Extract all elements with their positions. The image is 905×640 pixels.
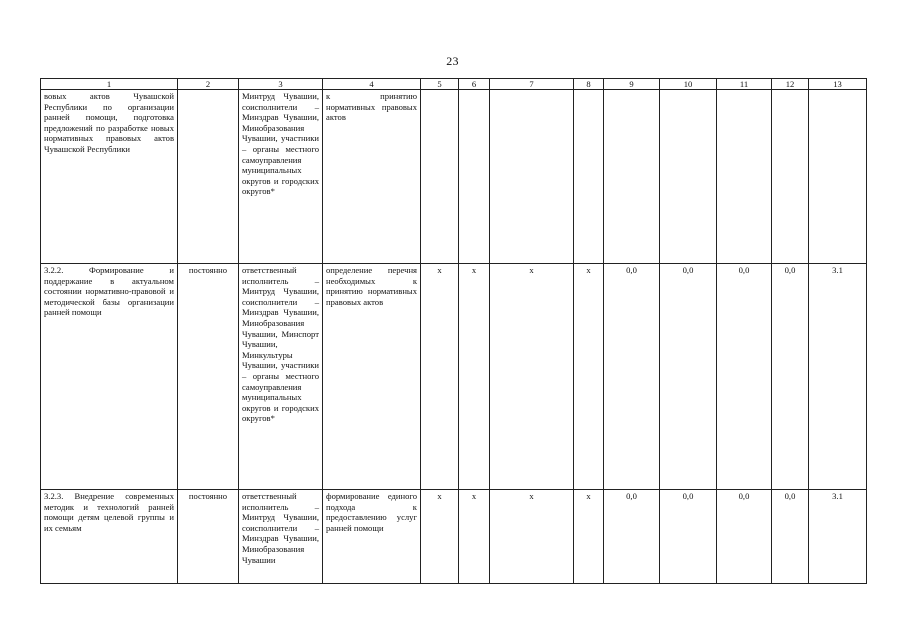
- indicator-ref-cell: 3.1: [809, 490, 867, 584]
- col-header-13: 13: [809, 79, 867, 90]
- col-header-9: 9: [604, 79, 660, 90]
- value-cell: 0,0: [660, 264, 717, 490]
- page-number: 23: [446, 54, 459, 68]
- value-cell: 0,0: [772, 264, 809, 490]
- col-header-1: 1: [41, 79, 178, 90]
- table-row: [41, 490, 867, 584]
- measure-name-cell: 3.2.3. Внедрение современных методик и технологий ранней помощи детям целевой группы и их семьям: [41, 490, 178, 584]
- value-cell: х: [421, 264, 459, 490]
- value-cell: х: [574, 490, 604, 584]
- table-row: [41, 264, 867, 490]
- indicator-ref-cell: [809, 90, 867, 264]
- value-cell: х: [490, 264, 574, 490]
- column-number-row: [41, 79, 867, 90]
- value-cell: 0,0: [717, 264, 772, 490]
- indicator-ref-cell: 3.1: [809, 264, 867, 490]
- table-row: [41, 90, 867, 264]
- col-header-8: 8: [574, 79, 604, 90]
- executors-cell: Минтруд Чувашии, соисполнители – Минздрав Чувашии, Минобразования Чувашии, участники – органы местного самоуправления муниципальных округов и городских округов*: [239, 90, 323, 264]
- measure-name-cell: 3.2.2. Формирование и поддержание в актуальном состоянии нормативно-правовой и методической базы организации ранней помощи: [41, 264, 178, 490]
- executors-cell: ответственный исполнитель – Минтруд Чувашии, соисполнители – Минздрав Чувашии, Минобразования Чувашии: [239, 490, 323, 584]
- col-header-7: 7: [490, 79, 574, 90]
- value-cell: 0,0: [660, 490, 717, 584]
- result-cell: определение перечня необходимых к принятию нормативных правовых актов: [323, 264, 421, 490]
- value-cell: [604, 90, 660, 264]
- value-cell: 0,0: [772, 490, 809, 584]
- value-cell: [772, 90, 809, 264]
- value-cell: х: [490, 490, 574, 584]
- deadline-cell: постоянно: [178, 264, 239, 490]
- value-cell: [490, 90, 574, 264]
- col-header-10: 10: [660, 79, 717, 90]
- value-cell: [574, 90, 604, 264]
- col-header-12: 12: [772, 79, 809, 90]
- value-cell: х: [574, 264, 604, 490]
- value-cell: 0,0: [604, 264, 660, 490]
- measure-name-cell: вовых актов Чувашской Республики по организации ранней помощи, подготовка предложений по разработке новых нормативных правовых актов Чувашской Республики: [41, 90, 178, 264]
- col-header-4: 4: [323, 79, 421, 90]
- col-header-11: 11: [717, 79, 772, 90]
- value-cell: [459, 90, 490, 264]
- value-cell: 0,0: [717, 490, 772, 584]
- value-cell: [660, 90, 717, 264]
- col-header-2: 2: [178, 79, 239, 90]
- executors-cell: ответственный исполнитель – Минтруд Чувашии, соисполнители – Минздрав Чувашии, Минобразования Чувашии, Минспорт Чувашии, Минкультуры Чувашии, участники – органы местного самоуправления муниципальных округов и городских округов*: [239, 264, 323, 490]
- col-header-3: 3: [239, 79, 323, 90]
- result-cell: к принятию нормативных правовых актов: [323, 90, 421, 264]
- value-cell: [717, 90, 772, 264]
- deadline-cell: [178, 90, 239, 264]
- deadline-cell: постоянно: [178, 490, 239, 584]
- result-cell: формирование единого подхода к предоставлению услуг ранней помощи: [323, 490, 421, 584]
- program-measures-table: [40, 78, 867, 584]
- value-cell: [421, 90, 459, 264]
- value-cell: х: [459, 490, 490, 584]
- col-header-6: 6: [459, 79, 490, 90]
- value-cell: 0,0: [604, 490, 660, 584]
- col-header-5: 5: [421, 79, 459, 90]
- value-cell: х: [459, 264, 490, 490]
- value-cell: х: [421, 490, 459, 584]
